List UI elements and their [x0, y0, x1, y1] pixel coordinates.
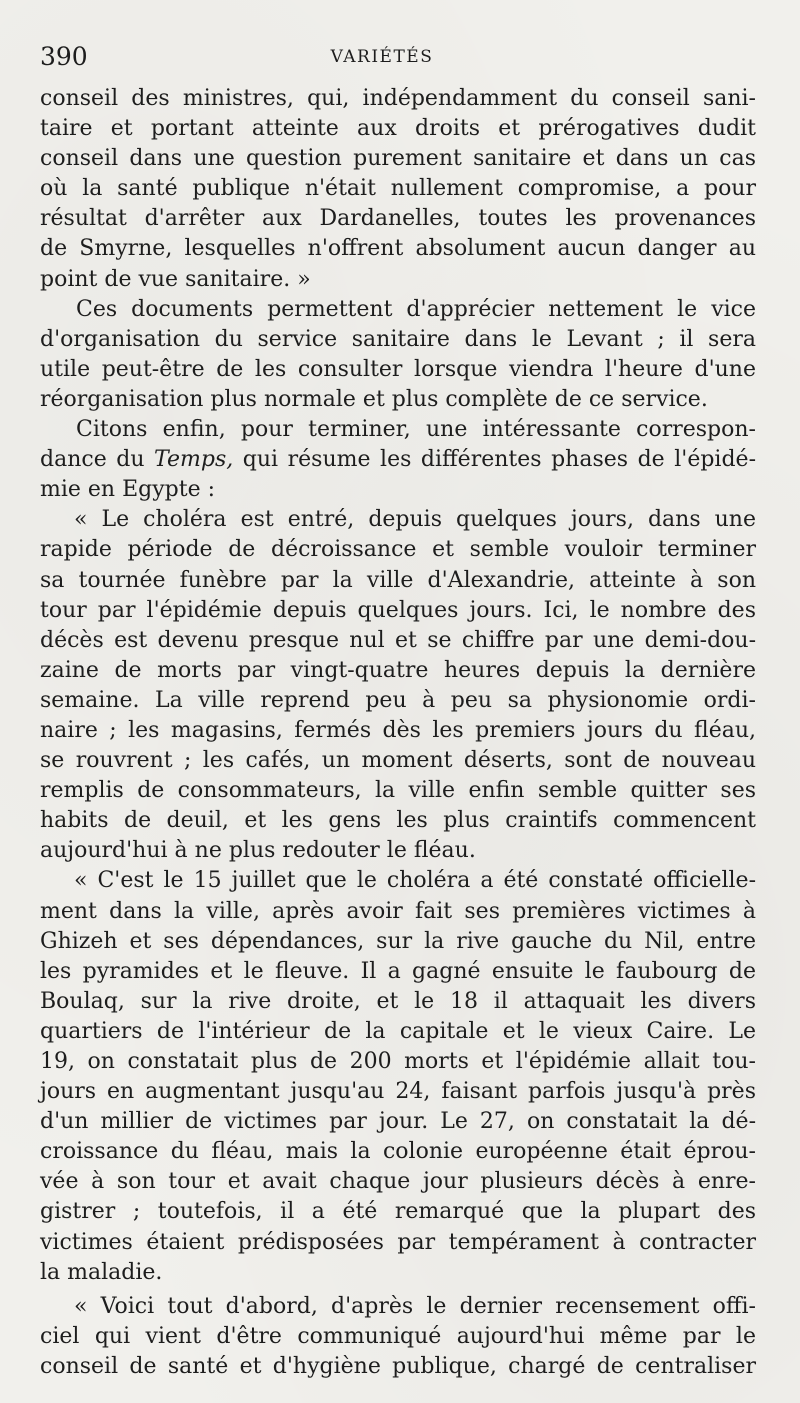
text-line: Citons enfin, pour terminer, une intéressante correspon- — [76, 417, 756, 443]
text-segment: dance du — [40, 447, 155, 473]
text-line: la maladie. — [40, 1259, 163, 1285]
text-line: où la santé publique n'était nullement compromise, a pour — [40, 176, 756, 202]
text-line: vée à son tour et avait chaque jour plusieurs décès à enre- — [40, 1169, 756, 1195]
text-line: conseil dans une question purement sanitaire et dans un cas — [40, 146, 756, 172]
text-line: aujourd'hui à ne plus redouter le fléau. — [40, 838, 476, 864]
text-line: réorganisation plus normale et plus complète de ce service. — [40, 386, 708, 412]
text-line: décès est devenu presque nul et se chiffre par une demi-dou- — [40, 627, 756, 653]
text-line: les pyramides et le fleuve. Il a gagné ensuite le faubourg de — [40, 958, 756, 984]
text-line: « C'est le 15 juillet que le choléra a été constaté officielle- — [74, 868, 756, 894]
text-line: croissance du fléau, mais la colonie européenne était éprou- — [40, 1139, 756, 1165]
text-line: Ces documents permettent d'apprécier nettement le vice — [76, 296, 756, 322]
text-line: conseil de santé et d'hygiène publique, chargé de centraliser — [40, 1353, 756, 1379]
text-line-with-italic — [40, 445, 756, 475]
text-line: ciel qui vient d'être communiqué aujourd'hui même par le — [40, 1323, 756, 1349]
text-line: « Voici tout d'abord, d'après le dernier recensement offi- — [74, 1293, 756, 1319]
page-number: 390 — [40, 42, 88, 71]
text-line: « Le choléra est entré, depuis quelques jours, dans une — [74, 507, 756, 533]
body-text — [40, 84, 756, 1382]
text-line: rapide période de décroissance et semble vouloir terminer — [40, 537, 756, 563]
text-line: tour par l'épidémie depuis quelques jours. Ici, le nombre des — [40, 597, 756, 623]
text-line: d'un millier de victimes par jour. Le 27, on constatait la dé- — [40, 1109, 756, 1135]
text-line: ment dans la ville, après avoir fait ses premières victimes à — [40, 898, 756, 924]
text-line: se rouvrent ; les cafés, un moment déserts, sont de nouveau — [40, 748, 756, 774]
text-line: gistrer ; toutefois, il a été remarqué que la plupart des — [40, 1199, 756, 1225]
text-line: semaine. La ville reprend peu à peu sa physionomie ordi- — [40, 687, 756, 713]
text-line: de Smyrne, lesquelles n'offrent absolument aucun danger au — [40, 236, 756, 262]
text-line: Ghizeh et ses dépendances, sur la rive gauche du Nil, entre — [40, 928, 756, 954]
text-line: zaine de morts par vingt-quatre heures depuis la dernière — [40, 657, 756, 683]
text-line: utile peut-être de les consulter lorsque viendra l'heure d'une — [40, 356, 756, 382]
text-line: taire et portant atteinte aux droits et prérogatives dudit — [40, 116, 756, 142]
text-line: résultat d'arrêter aux Dardanelles, toutes les provenances — [40, 206, 756, 232]
running-head — [40, 40, 760, 74]
text-line: jours en augmentant jusqu'au 24, faisant parfois jusqu'à près — [40, 1079, 756, 1105]
text-line: point de vue sanitaire. » — [40, 266, 311, 292]
newspaper-title: Temps, — [154, 447, 234, 473]
running-title: VARIÉTÉS — [330, 47, 434, 67]
text-line: quartiers de l'intérieur de la capitale et le vieux Caire. Le — [40, 1018, 756, 1044]
text-line: 19, on constatait plus de 200 morts et l'épidémie allait tou- — [40, 1049, 756, 1074]
text-line: Boulaq, sur la rive droite, et le 18 il attaquait les divers — [40, 988, 756, 1014]
text-line: d'organisation du service sanitaire dans le Levant ; il sera — [40, 326, 756, 352]
text-line: conseil des ministres, qui, indépendamment du conseil sani- — [40, 86, 756, 111]
text-line: naire ; les magasins, fermés dès les premiers jours du fléau, — [40, 717, 756, 743]
text-line: remplis de consommateurs, la ville enfin semble quitter ses — [40, 778, 756, 804]
text-line: mie en Egypte : — [40, 477, 216, 503]
text-line: habits de deuil, et les gens les plus craintifs commencent — [40, 808, 756, 834]
text-segment: qui résume les différentes phases de l'épidé- — [233, 447, 756, 473]
text-line: victimes étaient prédisposées par tempérament à contracter — [40, 1229, 756, 1255]
text-line: sa tournée funèbre par la ville d'Alexandrie, atteinte à son — [40, 567, 756, 593]
